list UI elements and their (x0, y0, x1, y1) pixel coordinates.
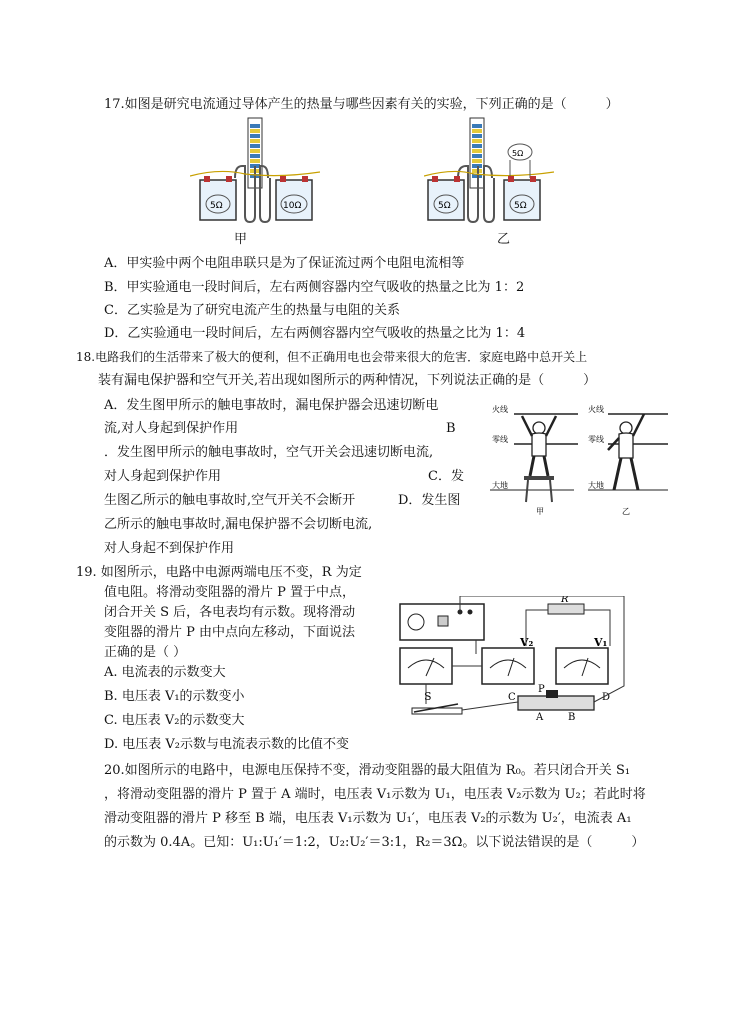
person-yi (620, 422, 632, 434)
resistor-r (548, 604, 584, 614)
q17-option-b: B．甲实验通电一段时间后，左右两侧容器内空气吸收的热量之比为 1：2 (104, 280, 525, 295)
ground-label-yi: 大地 (588, 481, 604, 490)
q19-stem-1: 19. 如图所示，电路中电源两端电压不变，R 为定 (76, 565, 362, 580)
label-v1: V₁ (594, 636, 608, 649)
voltmeter-v2 (482, 648, 534, 684)
r-left-label: 5Ω (438, 201, 451, 211)
ground-label-jia: 大地 (492, 481, 508, 490)
neutral-wire-label-yi: 零线 (588, 435, 604, 444)
label-c: C (508, 692, 516, 703)
q18-text-4: ．发生图甲所示的触电事故时，空气开关会迅速切断电流, (104, 445, 434, 460)
label-a: A (536, 712, 544, 723)
ammeter (400, 648, 452, 684)
q20-line-1: 20.如图所示的电路中，电源电压保持不变，滑动变阻器的最大阻值为 R₀。若只闭合开关 S₁ (104, 763, 631, 778)
q17-caption-yi: 乙 (497, 232, 511, 247)
caption-yi: 乙 (622, 507, 630, 516)
r-right-label: 10Ω (283, 201, 302, 211)
q19-figure (396, 596, 632, 724)
q18-stem-2: 装有漏电保护器和空气开关,若出现如图所示的两种情况，下列说法正确的是（ ） (98, 373, 597, 388)
q19-option-b: B. 电压表 V₁的示数变小 (104, 689, 245, 704)
q19-option-c: C. 电压表 V₂的示数变大 (104, 713, 245, 728)
label-p: P (538, 684, 545, 695)
q20-line-4: 的示数为 0.4A。已知：U₁:U₁′＝1:2，U₂:U₂′＝3:1，R₂＝3Ω。以下说法错误的是（ ） (104, 835, 645, 850)
q18-text-5: 对人身起到保护作用 (104, 469, 222, 484)
live-wire-label-yi: 火线 (588, 405, 604, 414)
label-r: R (561, 596, 569, 605)
q18-text-3: B (446, 421, 456, 436)
q18-text-10: 对人身起不到保护作用 (104, 541, 235, 556)
label-s: S (424, 690, 432, 703)
q18-text-8: D．发生图 (398, 493, 461, 508)
label-b: B (568, 712, 576, 723)
rheostat (518, 696, 594, 710)
q18-text-9: 乙所示的触电事故时,漏电保护器不会切断电流, (104, 517, 373, 532)
person-jia (533, 422, 545, 434)
q17-option-a: A．甲实验中两个电阻串联只是为了保证流过两个电阻电流相等 (104, 256, 465, 271)
container-right (276, 180, 312, 220)
q19-stem-3: 闭合开关 S 后，各电表均有示数。现将滑动 (104, 605, 356, 620)
r-left-label: 5Ω (210, 201, 223, 211)
q17-option-d: D．乙实验通电一段时间后，左右两侧容器内空气吸收的热量之比为 1：4 (104, 326, 526, 341)
voltmeter-v1 (556, 648, 608, 684)
q18-text-2: 流,对人身起到保护作用 (104, 421, 239, 436)
q18-stem-1: 18.电路我们的生活带来了极大的便利，但不正确用电也会带来很大的危害．家庭电路中总开关上 (76, 350, 588, 364)
label-d: D (602, 692, 611, 703)
q19-stem-5: 正确的是（ ） (104, 645, 187, 660)
r-right-label: 5Ω (514, 201, 527, 211)
live-wire-label-jia: 火线 (492, 405, 508, 414)
q19-option-d: D. 电压表 V₂示数与电流表示数的比值不变 (104, 737, 349, 752)
q18-text-7: 生图乙所示的触电事故时,空气开关不会断开 (104, 493, 356, 508)
q17-stem: 17.如图是研究电流通过导体产生的热量与哪些因素有关的实验，下列正确的是（ ） (104, 97, 619, 112)
q18-text-6: C．发 (428, 469, 464, 484)
q18-text-1: A．发生图甲所示的触电事故时，漏电保护器会迅速切断电 (104, 398, 439, 413)
q19-stem-4: 变阻器的滑片 P 由中点向左移动，下面说法 (104, 625, 356, 640)
neutral-wire-label-jia: 零线 (492, 435, 508, 444)
caption-jia: 甲 (536, 507, 544, 516)
q17-caption-jia: 甲 (234, 232, 248, 247)
q17-figure-jia (190, 116, 320, 224)
q20-line-3: 滑动变阻器的滑片 P 移至 B 端，电压表 V₁示数为 U₁′，电压表 V₂的示数为 U₂′，电流表 A₁ (104, 811, 632, 826)
q17-figure-yi (424, 116, 554, 224)
label-v2: V₂ (520, 636, 534, 649)
r-top-label: 5Ω (512, 149, 524, 158)
q18-figure (488, 398, 670, 516)
q19-stem-2: 值电阻。将滑动变阻器的滑片 P 置于中点， (104, 585, 356, 600)
q17-option-c: C．乙实验是为了研究电流产生的热量与电阻的关系 (104, 303, 400, 318)
q19-option-a: A. 电流表的示数变大 (104, 665, 226, 680)
container-left (200, 180, 236, 220)
q20-line-2: ，将滑动变阻器的滑片 P 置于 A 端时，电压表 V₁示数为 U₁，电压表 V₂示数为 U₂；若此时将 (104, 787, 646, 802)
